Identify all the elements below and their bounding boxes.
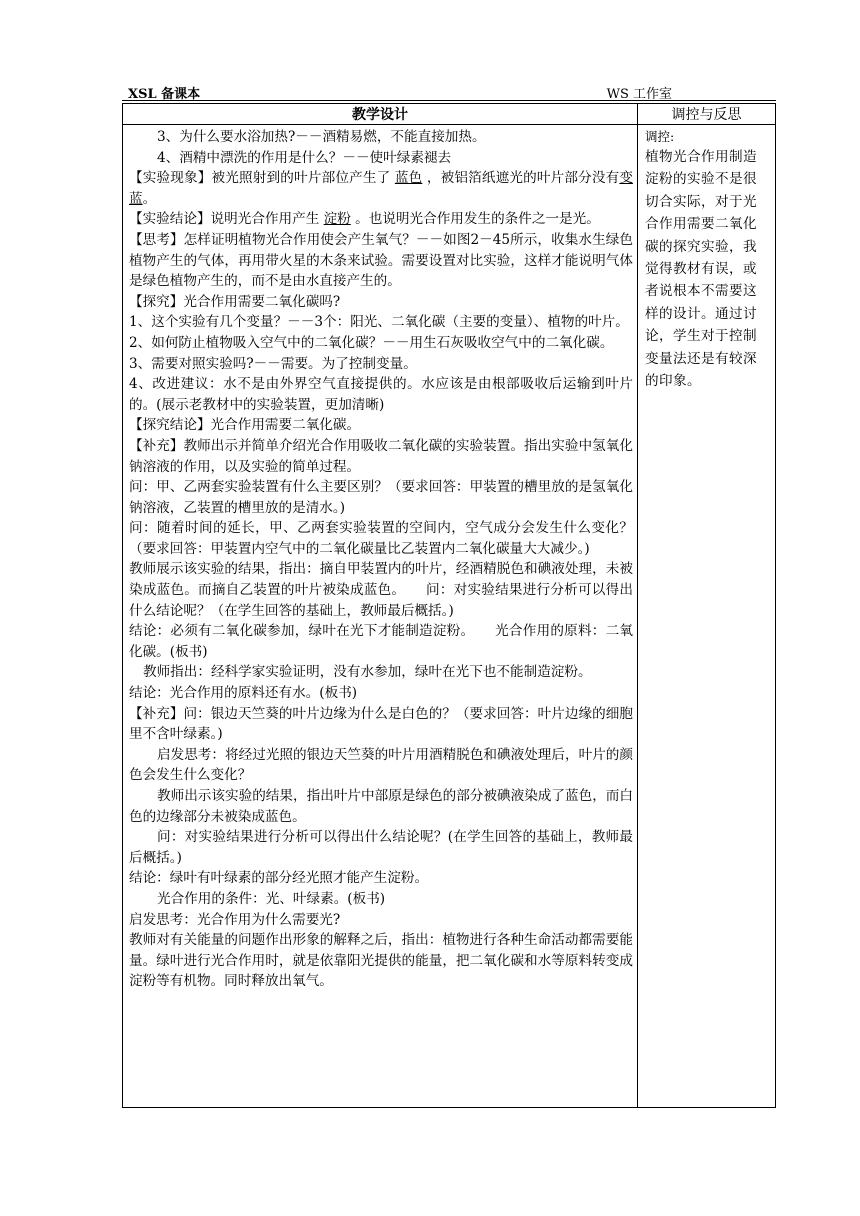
column-header-reflection: 调控与反思: [638, 104, 776, 125]
teaching-design-cell: [123, 125, 638, 1108]
explore-item-4: 4、改进建议：水不是由外界空气直接提供的。水应该是由根部吸收后运输到叶片的。(展示老教材中的实验装置，更加清晰): [129, 376, 633, 413]
supplement-1: 【补充】教师出示并简单介绍光合作用吸收二氧化碳的实验装置。指出实验中氢氧化钠溶液的作用，以及实验的简单过程。: [129, 437, 633, 475]
phenomenon-text-e: 。: [142, 190, 157, 207]
question-analysis: 问：对实验结果进行分析可以得出什么结论呢？(在学生回答的基础上，教师最后概括。): [129, 829, 633, 866]
conclusion-co2: 结论：必须有二氧化碳参加，绿叶在光下才能制造淀粉。 光合作用的原料：二氧化碳。(板书): [129, 623, 633, 660]
teacher-shows-result-2: 教师出示该实验的结果，指出叶片中部原是绿色的部分被碘液染成了蓝色，而白色的边缘部分未被染成蓝色。: [129, 788, 633, 825]
explore-conclusion: 【探究结论】光合作用需要二氧化碳。: [129, 417, 361, 434]
teacher-points-out: 教师指出：经科学家实验证明，没有水参加，绿叶在光下也不能制造淀粉。: [143, 664, 592, 681]
conclusion-water: 结论：光合作用的原料还有水。(板书): [129, 685, 358, 702]
question-apparatus-difference: 问：甲、乙两套实验装置有什么主要区别？（要求回答：甲装置的槽里放的是氢氧化钠溶液，乙装置的槽里放的是清水。): [129, 479, 633, 516]
question-4: 4、酒精中漂洗的作用是什么？－－使叶绿素褪去: [157, 149, 452, 166]
question-air-change: 问：随着时间的延长，甲、乙两套实验装置的空间内，空气成分会发生什么变化？（要求回答：甲装置内空气中的二氧化碳量比乙装置内二氧化碳量大大减少。): [129, 520, 633, 557]
photosynthesis-conditions: 光合作用的条件：光、叶绿素。(板书): [157, 890, 386, 907]
page-header: [122, 82, 776, 101]
supplement-2: 【补充】问：银边天竺葵的叶片边缘为什么是白色的？（要求回答：叶片边缘的细胞里不含叶绿素。): [129, 705, 633, 743]
energy-explanation: 教师对有关能量的问题作出形象的解释之后，指出：植物进行各种生命活动都需要能量。绿叶进行光合作用时，就是依靠阳光提供的能量，把二氧化碳和水等原料转变成淀粉等有机物。同时释放出氧气。: [129, 932, 633, 990]
experiment-phenomenon: [129, 168, 633, 209]
explore-item-3: 3、需要对照实验吗?－－需要。为了控制变量。: [129, 355, 417, 372]
reflection-cell: [638, 125, 776, 1108]
teacher-shows-result: 教师展示该实验的结果，指出：摘自甲装置内的叶片，经酒精脱色和碘液处理，未被染成蓝色。而摘自乙装置的叶片被染成蓝色。 问：对实验结果进行分析可以得出什么结论呢？（在学生回答的基础上，教师最后概括。): [129, 561, 633, 619]
lesson-plan-table: [122, 103, 776, 1108]
conclusion-text-c: 。也说明光合作用发生的条件之一是光。: [350, 211, 600, 228]
inspire-thinking-1: 启发思考：将经过光照的银边天竺葵的叶片用酒精脱色和碘液处理后，叶片的颜色会发生什么变化？: [129, 746, 633, 784]
conclusion-answer-starch: 淀粉: [323, 211, 351, 228]
explore-item-2: 2、如何防止植物吸入空气中的二氧化碳？－－用生石灰吸收空气中的二氧化碳。: [129, 334, 614, 351]
phenomenon-answer-blue: 蓝色: [394, 170, 423, 187]
explore-item-1: 1、这个实验有几个变量？－－3个：阳光、二氧化碳（主要的变量）、植物的叶片。: [129, 314, 629, 331]
phenomenon-answer-turn-blue: 变蓝: [129, 170, 633, 207]
conclusion-text-a: 【实验结论】说明光合作用产生: [129, 211, 324, 228]
phenomenon-text-c: ，被铝箔纸遮光的叶片部分没有: [422, 170, 620, 187]
explore-heading: 【探究】光合作用需要二氧化碳吗?: [129, 293, 341, 310]
phenomenon-text-a: 【实验现象】被光照射到的叶片部位产生了: [129, 170, 395, 187]
table-header-row: [123, 104, 776, 125]
conclusion-chlorophyll: 结论：绿叶有叶绿素的部分经光照才能产生淀粉。: [129, 870, 429, 887]
experiment-conclusion: [129, 209, 633, 230]
header-right-label: WS 工作室: [606, 87, 672, 102]
inspire-thinking-2: 启发思考：光合作用为什么需要光?: [129, 911, 341, 928]
reflection-text: 植物光合作用制造淀粉的实验不是很切合实际，对于光合作用需要二氧化碳的探究实验，我觉得教材有误，或者说根本不需要这样的设计。通过讨论，学生对于控制变量法还是有较深的印象。: [645, 149, 757, 390]
table-body-row: [123, 125, 776, 1108]
header-left-label: XSL 备课本: [128, 87, 201, 102]
column-header-teaching-design: 教学设计: [123, 104, 638, 125]
question-3: 3、为什么要水浴加热?－－酒精易燃，不能直接加热。: [157, 129, 486, 145]
think-paragraph: 【思考】怎样证明植物光合作用使会产生氧气？－－如图2－45所示，收集水生绿色植物产生的气体，再用带火星的木条来试验。需要设置对比实验，这样才能说明气体是绿色植物产生的，而不是由水直接产生的。: [129, 231, 633, 290]
reflection-label: 调控:: [645, 129, 675, 144]
